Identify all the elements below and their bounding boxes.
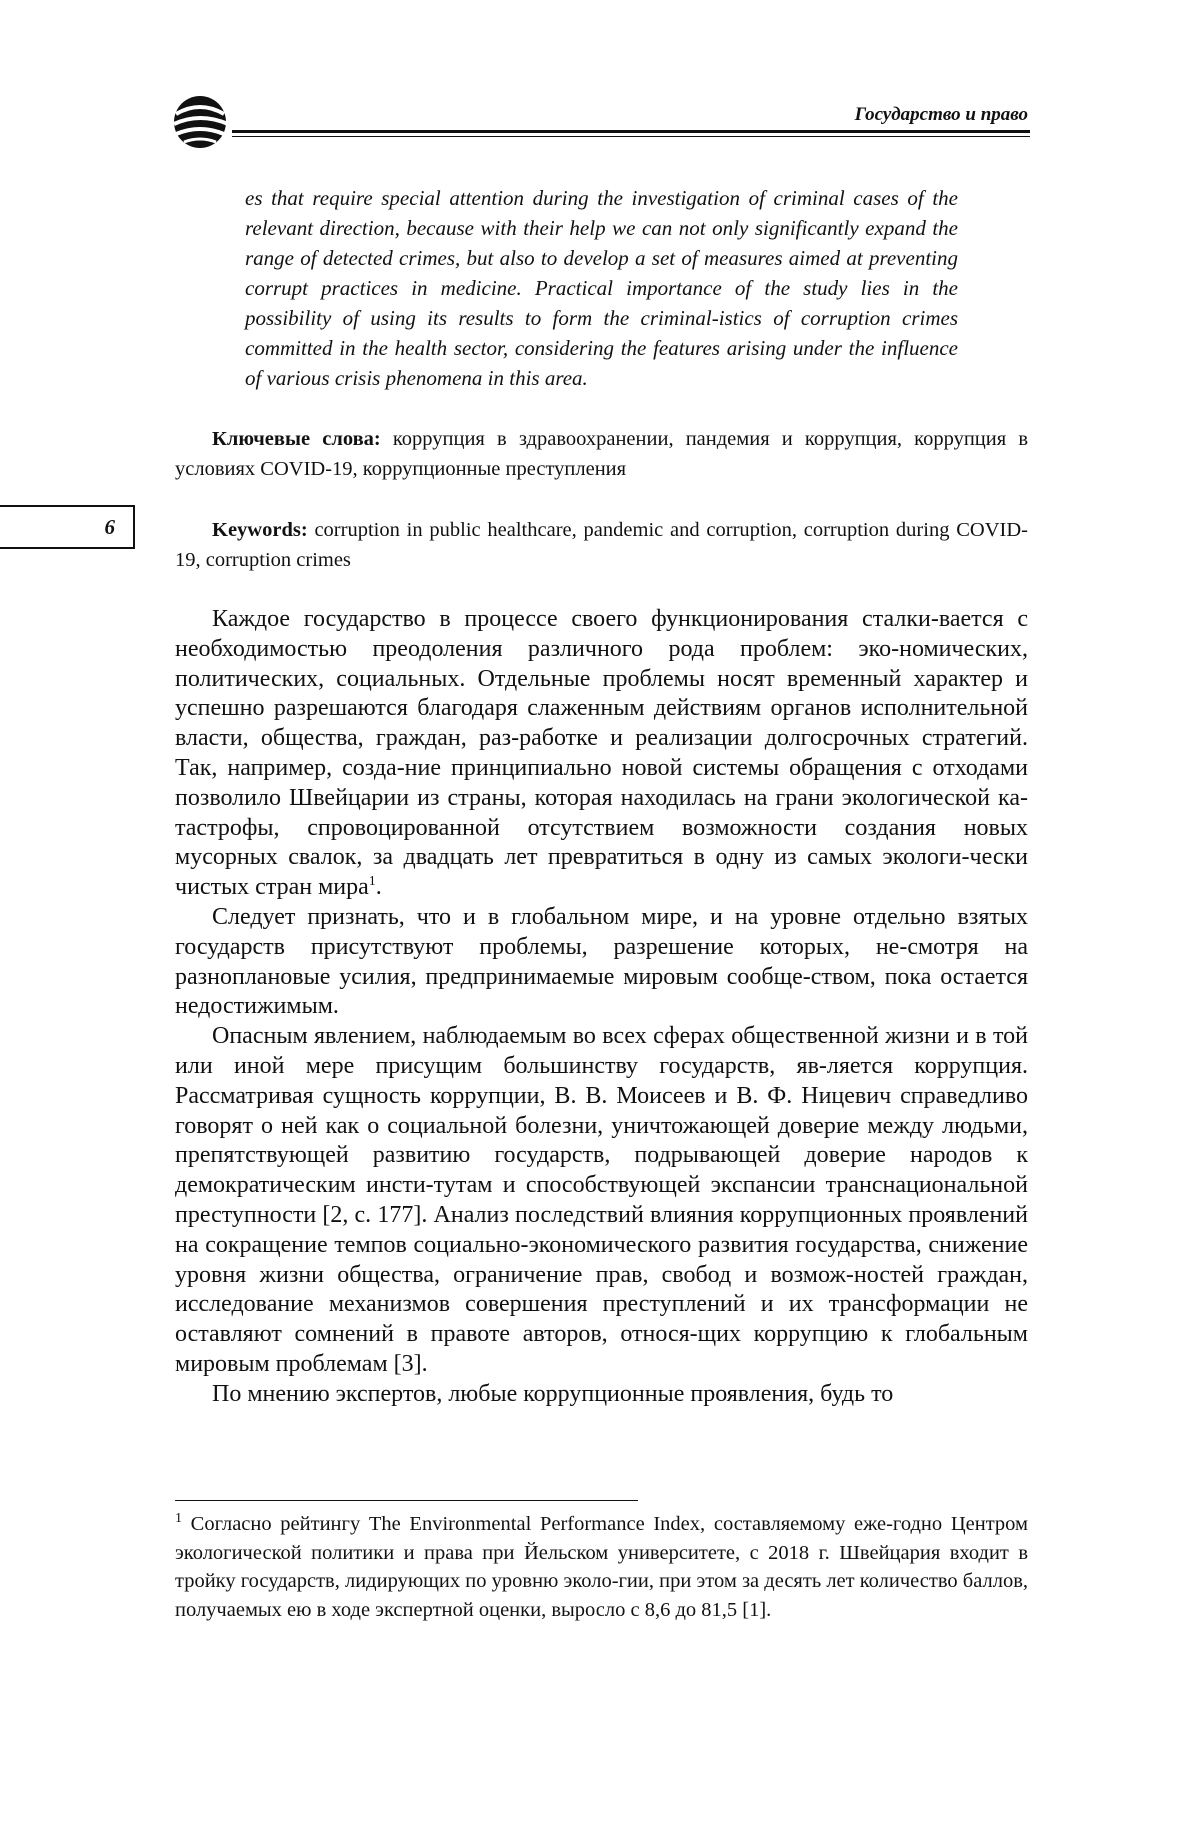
footnote-divider [175, 1500, 638, 1501]
paragraph-2: Следует признать, что и в глобальном мире, и на уровне отдельно взятых государств присутствуют проблемы, разрешение которых, не-смотря на разноплановые усилия, предпринимаемые мировым сообще-ством, пока остается недостижимым. [175, 903, 1028, 1020]
paragraph-4: По мнению экспертов, любые коррупционные проявления, будь то [212, 1380, 894, 1407]
journal-title: Государство и право [854, 104, 1028, 125]
paragraph-1 [175, 605, 1028, 903]
header-rule-thin [232, 136, 1030, 137]
paragraph-3: Опасным явлением, наблюдаемым во всех сферах общественной жизни и в той или иной мере присущим большинству государств, яв-ляется коррупция. Рассматривая сущность коррупции, В. В. Моисеев и В. Ф. Ницевич справедливо говорят о ней как о социальной болезни, уничтожающей доверие между людьми, препятствующей развитию государств, подрывающей доверие народов к демократическим инсти-тутам и способствующей экспансии транснациональной преступности [2, с. 177]. Анализ последствий влияния коррупционных проявлений на сокращение темпов социально-экономического развития государства, снижение уровня жизни общества, ограничение прав, свобод и возмож-ностей граждан, исследование механизмов совершения преступлений и их трансформации не оставляют сомнений в правоте авторов, относя-щих коррупцию к глобальным мировым проблемам [3]. [175, 1023, 1028, 1377]
abstract-english-tail: es that require special attention during the investigation of criminal cases of the relevant direction, because with their help we can not only significantly expand the range of detected crimes, but also to develop a set of measures aimed at preventing corrupt practices in medicine. Practical importance of the study lies in the possibility of using its results to form the criminal-istics of corruption crimes committed in the health sector, considering the features arising under the influence of various crisis phenomena in this area. [245, 186, 958, 390]
page-number-box [0, 505, 135, 549]
header-rule [232, 130, 1030, 133]
running-header [170, 92, 1030, 144]
page-number: 6 [104, 515, 115, 539]
footnote-text: Согласно рейтингу The Environmental Performance Index, составляемому еже-годно Центром экологической политики и права при Йельском университете, с 2018 г. Швейцария входит в тройку государств, лидирующих по уровню эколо-гии, при этом за десять лет количество баллов, получаемых ею в ходе экспертной оценки, выросло с 8,6 до 81,5 [1]. [175, 1513, 1028, 1621]
keywords-ru-label: Ключевые слова: [212, 428, 381, 450]
keywords-en-text: corruption in public healthcare, pandemic and corruption, corruption during COVID-19, corruption crimes [175, 519, 1028, 571]
keywords-english [175, 515, 1028, 575]
paragraph-1-text: Каждое государство в процессе своего функционирования сталки-вается с необходимостью преодоления различного рода проблем: эко-номических, политических, социальных. Отдельные проблемы носят временный характер и успешно разрешаются благодаря слаженным действиям органов исполнительной власти, общества, граждан, раз-работке и реализации долгосрочных стратегий. Так, например, созда-ние принципиально новой системы обращения с отходами позволило Швейцарии из страны, которая находилась на грани экологической ка-тастрофы, спровоцированной отсутствием возможности создания новых мусорных свалок, за двадцать лет превратиться в одну из самых экологи-чески чистых стран мира [175, 606, 1028, 901]
paragraph-1-end: . [375, 874, 382, 901]
footnote-ref-1: 1 [368, 874, 376, 890]
keywords-russian [175, 424, 1028, 484]
footnote-marker: 1 [175, 1511, 182, 1527]
footnote-1 [175, 1510, 1028, 1624]
keywords-ru-text: коррупция в здравоохранении, пандемия и коррупция, коррупция в условиях COVID-19, коррупционные преступления [175, 428, 1028, 480]
keywords-en-label: Keywords: [212, 519, 308, 541]
journal-logo-icon [170, 92, 236, 150]
main-text [175, 605, 1028, 1410]
